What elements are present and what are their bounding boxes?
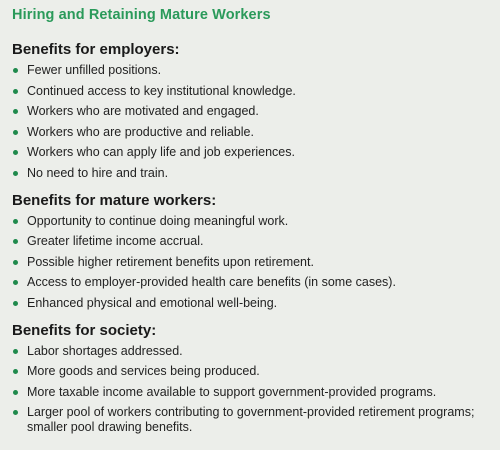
list-item-text: Labor shortages addressed. bbox=[27, 343, 183, 358]
bullet-icon bbox=[13, 130, 18, 135]
bullet-icon bbox=[13, 390, 18, 395]
section-heading: Benefits for society: bbox=[12, 321, 157, 339]
list-item-text: Opportunity to continue doing meaningful work. bbox=[27, 213, 289, 228]
list-item bbox=[12, 145, 500, 160]
panel-title: Hiring and Retaining Mature Workers bbox=[12, 7, 271, 23]
list-item bbox=[12, 63, 500, 78]
list-item bbox=[12, 104, 500, 119]
list-item bbox=[12, 344, 500, 359]
list-item-text: No need to hire and train. bbox=[27, 165, 169, 180]
bullet-icon bbox=[13, 301, 18, 306]
bullet-list bbox=[12, 344, 500, 436]
list-item bbox=[12, 405, 500, 435]
list-item-text: Workers who are motivated and engaged. bbox=[27, 104, 259, 118]
section-employers bbox=[12, 41, 500, 181]
list-item bbox=[12, 166, 500, 181]
list-item bbox=[12, 275, 500, 290]
list-item bbox=[12, 364, 500, 379]
list-item-text: More goods and services being produced. bbox=[27, 364, 260, 378]
list-item-text: More taxable income available to support government-provided programs. bbox=[27, 384, 437, 399]
bullet-icon bbox=[13, 369, 18, 374]
list-item-text: Workers who can apply life and job experiences. bbox=[27, 145, 295, 159]
list-item-text: Workers who are productive and reliable. bbox=[27, 124, 254, 139]
bullet-icon bbox=[13, 280, 18, 285]
list-item bbox=[12, 84, 500, 99]
section-mature-workers bbox=[12, 192, 500, 311]
bullet-icon bbox=[13, 171, 18, 176]
list-item-text: Larger pool of workers contributing to government-provided retirement programs; smaller pool drawing benefits. bbox=[27, 405, 475, 434]
list-item bbox=[12, 385, 500, 400]
section-heading: Benefits for employers: bbox=[12, 41, 180, 58]
list-item bbox=[12, 296, 500, 311]
bullet-icon bbox=[13, 219, 18, 224]
bullet-icon bbox=[13, 349, 18, 354]
bullet-icon bbox=[13, 89, 18, 94]
list-item-text: Access to employer-provided health care benefits (in some cases). bbox=[27, 275, 396, 289]
bullet-list bbox=[12, 63, 500, 181]
section-society bbox=[12, 322, 500, 436]
bullet-icon bbox=[13, 150, 18, 155]
list-item-text: Possible higher retirement benefits upon retirement. bbox=[27, 254, 314, 269]
list-item-text: Greater lifetime income accrual. bbox=[27, 234, 204, 248]
bullet-icon bbox=[13, 109, 18, 114]
bullet-icon bbox=[13, 260, 18, 265]
list-item bbox=[12, 234, 500, 249]
list-item-text: Fewer unfilled positions. bbox=[27, 63, 162, 77]
list-item bbox=[12, 214, 500, 229]
bullet-icon bbox=[13, 68, 18, 73]
section-heading: Benefits for mature workers: bbox=[12, 191, 217, 209]
bullet-icon bbox=[13, 410, 18, 415]
list-item-text: Enhanced physical and emotional well-being. bbox=[27, 295, 278, 310]
bullet-list bbox=[12, 214, 500, 311]
bullet-icon bbox=[13, 239, 18, 244]
list-item bbox=[12, 255, 500, 270]
list-item bbox=[12, 125, 500, 140]
list-item-text: Continued access to key institutional knowledge. bbox=[27, 83, 296, 98]
